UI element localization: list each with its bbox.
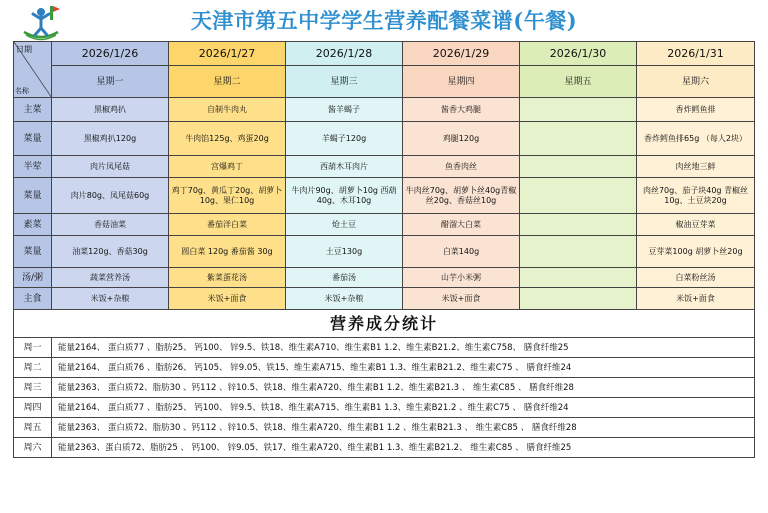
menu-cell: 豆芽菜100g 胡萝卜丝20g <box>637 236 755 268</box>
nutrition-row <box>14 418 755 438</box>
nutrition-week-label: 周三 <box>14 378 52 398</box>
menu-row-soup <box>14 268 755 288</box>
date-cell: 2026/1/27 <box>169 42 286 66</box>
menu-cell: 黑椒鸡扒120g <box>52 122 169 156</box>
nutrition-week-label: 周五 <box>14 418 52 438</box>
nutrition-week-label: 周六 <box>14 438 52 458</box>
menu-cell: 牛肉丝70g、胡萝卜丝40g青椒丝20g、香菇丝10g <box>403 178 520 214</box>
row-label: 菜量 <box>14 122 52 156</box>
menu-cell: 蔬菜营养汤 <box>52 268 169 288</box>
row-label: 主食 <box>14 288 52 310</box>
weekday-cell: 星期四 <box>403 66 520 98</box>
menu-cell <box>520 268 637 288</box>
nutrition-values: 能量2164、 蛋白质77 、脂肪25、 钙100、 锌9.5、铁18、维生素A710、维生素B1 1.2、维生素B21.2、维生素C758、 膳食纤维25 <box>52 338 755 358</box>
corner-header-cell <box>14 42 52 98</box>
menu-cell: 圆白菜 120g 番茄酱 30g <box>169 236 286 268</box>
menu-cell: 米饭+面食 <box>403 288 520 310</box>
nutrition-values: 能量2164、 蛋白质76 、脂肪26、 钙105、 锌9.05、铁15、维生素A715、维生素B1 1.3、维生素B21.2、维生素C75 、 膳食纤维24 <box>52 358 755 378</box>
menu-row-vegetable <box>14 214 755 236</box>
row-label: 素菜 <box>14 214 52 236</box>
corner-name-label: 名称 <box>15 87 29 95</box>
menu-cell: 鸡腿120g <box>403 122 520 156</box>
row-label: 菜量 <box>14 236 52 268</box>
nutrition-row <box>14 438 755 458</box>
menu-cell: 羊蝎子120g <box>286 122 403 156</box>
menu-cell: 鱼香肉丝 <box>403 156 520 178</box>
menu-cell: 酱香大鸡腿 <box>403 98 520 122</box>
weekday-cell: 星期五 <box>520 66 637 98</box>
menu-cell: 肉片凤尾菇 <box>52 156 169 178</box>
menu-cell: 牛肉馅125g、鸡蛋20g <box>169 122 286 156</box>
menu-cell: 椒油豆芽菜 <box>637 214 755 236</box>
menu-row-half-meat <box>14 156 755 178</box>
nutrition-week-label: 周一 <box>14 338 52 358</box>
menu-cell: 土豆130g <box>286 236 403 268</box>
menu-cell: 黑椒鸡扒 <box>52 98 169 122</box>
menu-cell: 自制牛肉丸 <box>169 98 286 122</box>
menu-cell: 山芋小米粥 <box>403 268 520 288</box>
menu-cell: 炝土豆 <box>286 214 403 236</box>
menu-cell: 鸡丁70g、黄瓜丁20g、胡萝卜10g、果仁10g <box>169 178 286 214</box>
date-cell: 2026/1/28 <box>286 42 403 66</box>
menu-cell <box>520 178 637 214</box>
nutrition-row <box>14 358 755 378</box>
nutrition-week-label: 周二 <box>14 358 52 378</box>
menu-cell: 醋溜大白菜 <box>403 214 520 236</box>
menu-cell <box>520 122 637 156</box>
weekday-cell: 星期三 <box>286 66 403 98</box>
nutrition-values: 能量2164、 蛋白质77 、脂肪25、 钙100、 锌9.5、铁18、维生素A715、维生素B1 1.3、维生素B21.2 、维生素C75 、 膳食纤维24 <box>52 398 755 418</box>
menu-cell: 香炸鳕鱼排65g （每人2块） <box>637 122 755 156</box>
menu-row-vegetable-qty <box>14 236 755 268</box>
menu-cell: 米饭+面食 <box>637 288 755 310</box>
weekday-cell: 星期六 <box>637 66 755 98</box>
menu-cell: 紫菜蛋花汤 <box>169 268 286 288</box>
nutrition-row <box>14 398 755 418</box>
menu-cell: 白菜140g <box>403 236 520 268</box>
nutrition-values: 能量2363、 蛋白质72、脂肪30 、钙112 、锌10.5、铁18、维生素A720、维生素B1 1.2、维生素B21.3 、 维生素C85 、 膳食纤维28 <box>52 378 755 398</box>
menu-cell <box>520 236 637 268</box>
nutrition-values: 能量2363、 蛋白质72、脂肪30 、钙112 、锌10.5、铁18、维生素A720、维生素B1 1.2 、维生素B21.3 、 维生素C85 、 膳食纤维28 <box>52 418 755 438</box>
menu-cell: 香菇油菜 <box>52 214 169 236</box>
menu-cell: 肉丝70g、茄子块40g 青椒丝10g、土豆块20g <box>637 178 755 214</box>
menu-cell: 油菜120g、香菇30g <box>52 236 169 268</box>
menu-cell: 米饭+面食 <box>169 288 286 310</box>
menu-cell: 肉片80g、凤尾菇60g <box>52 178 169 214</box>
menu-row-half-meat-qty <box>14 178 755 214</box>
date-cell: 2026/1/26 <box>52 42 169 66</box>
menu-cell <box>520 156 637 178</box>
menu-cell: 宫爆鸡丁 <box>169 156 286 178</box>
menu-table <box>13 41 755 458</box>
date-cell: 2026/1/31 <box>637 42 755 66</box>
menu-cell: 米饭+杂粮 <box>52 288 169 310</box>
menu-row-staple <box>14 288 755 310</box>
nutrition-values: 能量2363、蛋白质72、脂肪25 、 钙100、 锌9.05、铁17、维生素A720、维生素B1 1.3、维生素B21.2、 维生素C85 、 膳食纤维25 <box>52 438 755 458</box>
menu-cell: 番茄洋白菜 <box>169 214 286 236</box>
weekday-cell: 星期二 <box>169 66 286 98</box>
menu-cell <box>520 98 637 122</box>
menu-cell <box>520 288 637 310</box>
nutrition-title: 营养成分统计 <box>14 310 755 338</box>
nutrition-week-label: 周四 <box>14 398 52 418</box>
corner-date-label: 日期 <box>16 45 32 54</box>
weekday-cell: 星期一 <box>52 66 169 98</box>
date-cell: 2026/1/29 <box>403 42 520 66</box>
menu-cell: 西葫木耳肉片 <box>286 156 403 178</box>
page-title: 天津市第五中学学生营养配餐菜谱(午餐) <box>190 8 578 33</box>
menu-cell: 肉丝地三鲜 <box>637 156 755 178</box>
row-label: 汤/粥 <box>14 268 52 288</box>
menu-cell <box>520 214 637 236</box>
menu-cell: 番茄汤 <box>286 268 403 288</box>
date-cell: 2026/1/30 <box>520 42 637 66</box>
menu-cell: 酱羊蝎子 <box>286 98 403 122</box>
menu-row-main-dish <box>14 98 755 122</box>
nutrition-row <box>14 378 755 398</box>
nutrition-row <box>14 338 755 358</box>
row-label: 主菜 <box>14 98 52 122</box>
menu-cell: 牛肉片90g、胡萝卜10g 西葫40g、木耳10g <box>286 178 403 214</box>
menu-row-main-qty <box>14 122 755 156</box>
menu-cell: 香炸鳕鱼排 <box>637 98 755 122</box>
menu-cell: 白菜粉丝汤 <box>637 268 755 288</box>
row-label: 菜量 <box>14 178 52 214</box>
menu-cell: 米饭+杂粮 <box>286 288 403 310</box>
row-label: 半荤 <box>14 156 52 178</box>
